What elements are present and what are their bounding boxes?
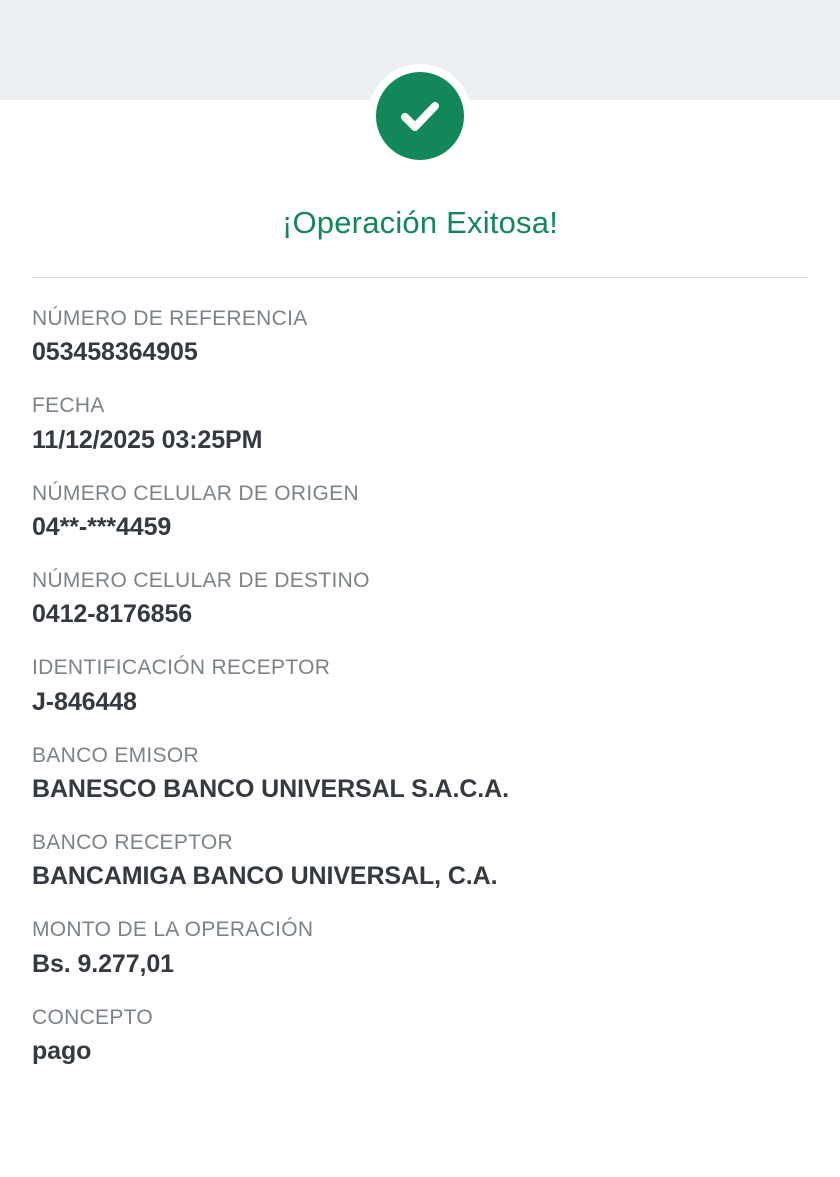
receipt-field-list — [32, 305, 808, 1091]
field-label: NÚMERO CELULAR DE DESTINO — [32, 569, 370, 593]
field-value: 04**-***4459 — [32, 513, 172, 542]
receipt-field — [32, 1004, 808, 1069]
receipt-field — [32, 392, 808, 457]
receipt-field — [32, 480, 808, 545]
divider — [32, 277, 808, 278]
field-label: NÚMERO DE REFERENCIA — [32, 307, 308, 330]
receipt-field — [32, 916, 808, 981]
field-value: J-846448 — [32, 687, 137, 716]
field-label: MONTO DE LA OPERACIÓN — [32, 918, 314, 942]
receipt-field — [32, 567, 808, 632]
page-title: ¡Operación Exitosa! — [281, 205, 559, 240]
field-value: 0412-8176856 — [32, 600, 193, 629]
field-label: NÚMERO CELULAR DE ORIGEN — [32, 481, 359, 505]
field-value: 11/12/2025 03:25PM — [32, 425, 263, 454]
receipt-field — [32, 742, 808, 807]
field-label: FECHA — [32, 394, 105, 418]
field-value: pago — [32, 1037, 92, 1066]
receipt-field — [32, 305, 808, 370]
field-value: BANCAMIGA BANCO UNIVERSAL, C.A. — [32, 862, 498, 891]
receipt-field — [32, 829, 808, 894]
check-circle-icon — [376, 72, 464, 160]
field-value: Bs. 9.277,01 — [32, 949, 174, 978]
success-icon-badge — [368, 64, 472, 168]
field-label: BANCO EMISOR — [32, 743, 199, 767]
receipt-field — [32, 654, 808, 719]
field-value: BANESCO BANCO UNIVERSAL S.A.C.A. — [32, 775, 509, 804]
field-label: IDENTIFICACIÓN RECEPTOR — [32, 656, 331, 680]
field-label: BANCO RECEPTOR — [32, 831, 234, 855]
field-value: 053458364905 — [32, 338, 198, 367]
field-label: CONCEPTO — [32, 1005, 154, 1029]
